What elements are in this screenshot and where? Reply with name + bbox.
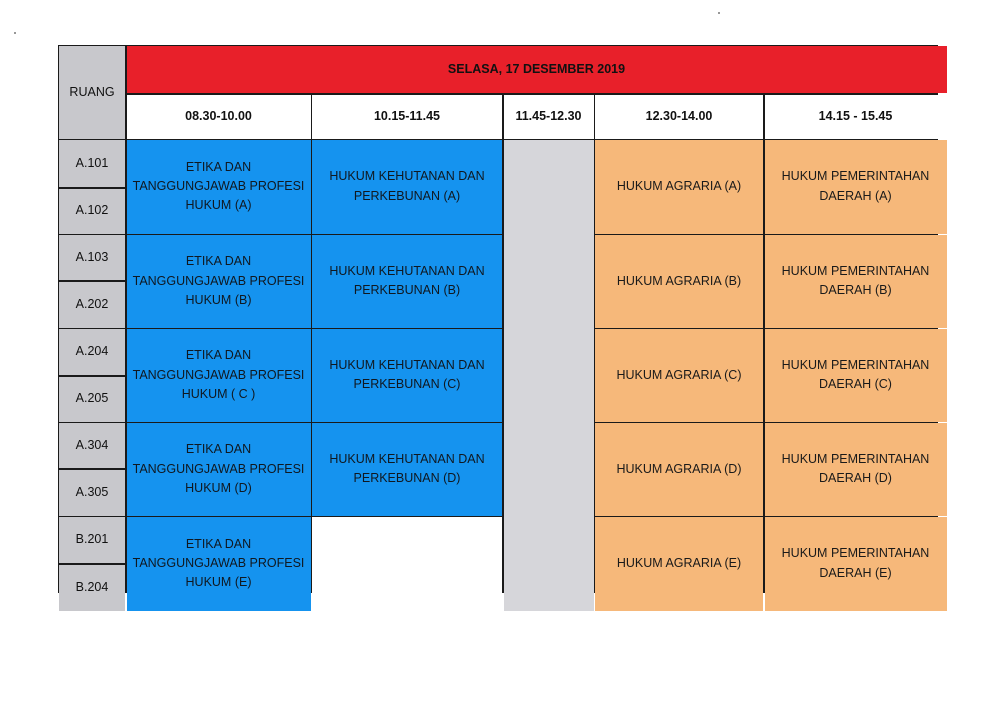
course-hukum-kehutanan: HUKUM KEHUTANAN DAN PERKEBUNAN (A) [312, 140, 502, 234]
course-hukum-pemerintahan-daerah: HUKUM PEMERINTAHAN DAERAH (E) [765, 517, 947, 611]
room-label: A.205 [59, 377, 125, 422]
time-slot-header: 14.15 - 15.45 [765, 95, 947, 139]
course-etika-profesi: ETIKA DAN TANGGUNGJAWAB PROFESI HUKUM (D) [127, 423, 311, 516]
break-slot [504, 140, 594, 611]
room-label: A.305 [59, 470, 125, 516]
time-slot-header: 12.30-14.00 [595, 95, 763, 139]
exam-schedule-table [58, 45, 938, 593]
room-label: A.202 [59, 282, 125, 328]
room-label: A.204 [59, 329, 125, 375]
course-hukum-agraria: HUKUM AGRARIA (D) [595, 423, 763, 516]
course-hukum-pemerintahan-daerah: HUKUM PEMERINTAHAN DAERAH (D) [765, 423, 947, 516]
course-etika-profesi: ETIKA DAN TANGGUNGJAWAB PROFESI HUKUM (A) [127, 140, 311, 234]
course-hukum-kehutanan: HUKUM KEHUTANAN DAN PERKEBUNAN (B) [312, 235, 502, 328]
time-slot-header: 11.45-12.30 [504, 95, 594, 139]
course-etika-profesi: ETIKA DAN TANGGUNGJAWAB PROFESI HUKUM (E) [127, 517, 311, 611]
course-etika-profesi: ETIKA DAN TANGGUNGJAWAB PROFESI HUKUM (B) [127, 235, 311, 328]
course-hukum-kehutanan: HUKUM KEHUTANAN DAN PERKEBUNAN (C) [312, 329, 502, 422]
room-label: A.103 [59, 235, 125, 280]
course-hukum-pemerintahan-daerah: HUKUM PEMERINTAHAN DAERAH (C) [765, 329, 947, 422]
course-etika-profesi: ETIKA DAN TANGGUNGJAWAB PROFESI HUKUM ( C ) [127, 329, 311, 422]
course-hukum-agraria: HUKUM AGRARIA (A) [595, 140, 763, 234]
date-header: SELASA, 17 DESEMBER 2019 [127, 46, 947, 93]
course-hukum-agraria: HUKUM AGRARIA (B) [595, 235, 763, 328]
room-label: A.304 [59, 423, 125, 468]
course-hukum-pemerintahan-daerah: HUKUM PEMERINTAHAN DAERAH (B) [765, 235, 947, 328]
course-hukum-pemerintahan-daerah: HUKUM PEMERINTAHAN DAERAH (A) [765, 140, 947, 234]
course-hukum-kehutanan: HUKUM KEHUTANAN DAN PERKEBUNAN (D) [312, 423, 502, 516]
empty-slot [312, 517, 502, 611]
scan-speck [14, 32, 16, 34]
time-slot-header: 08.30-10.00 [127, 95, 311, 139]
scan-speck [718, 12, 720, 14]
time-slot-header: 10.15-11.45 [312, 95, 502, 139]
course-hukum-agraria: HUKUM AGRARIA (E) [595, 517, 763, 611]
room-label: B.201 [59, 517, 125, 563]
room-label: A.101 [59, 140, 125, 187]
ruang-header: RUANG [59, 46, 125, 139]
room-label: A.102 [59, 189, 125, 234]
room-label: B.204 [59, 565, 125, 611]
course-hukum-agraria: HUKUM AGRARIA (C) [595, 329, 763, 422]
